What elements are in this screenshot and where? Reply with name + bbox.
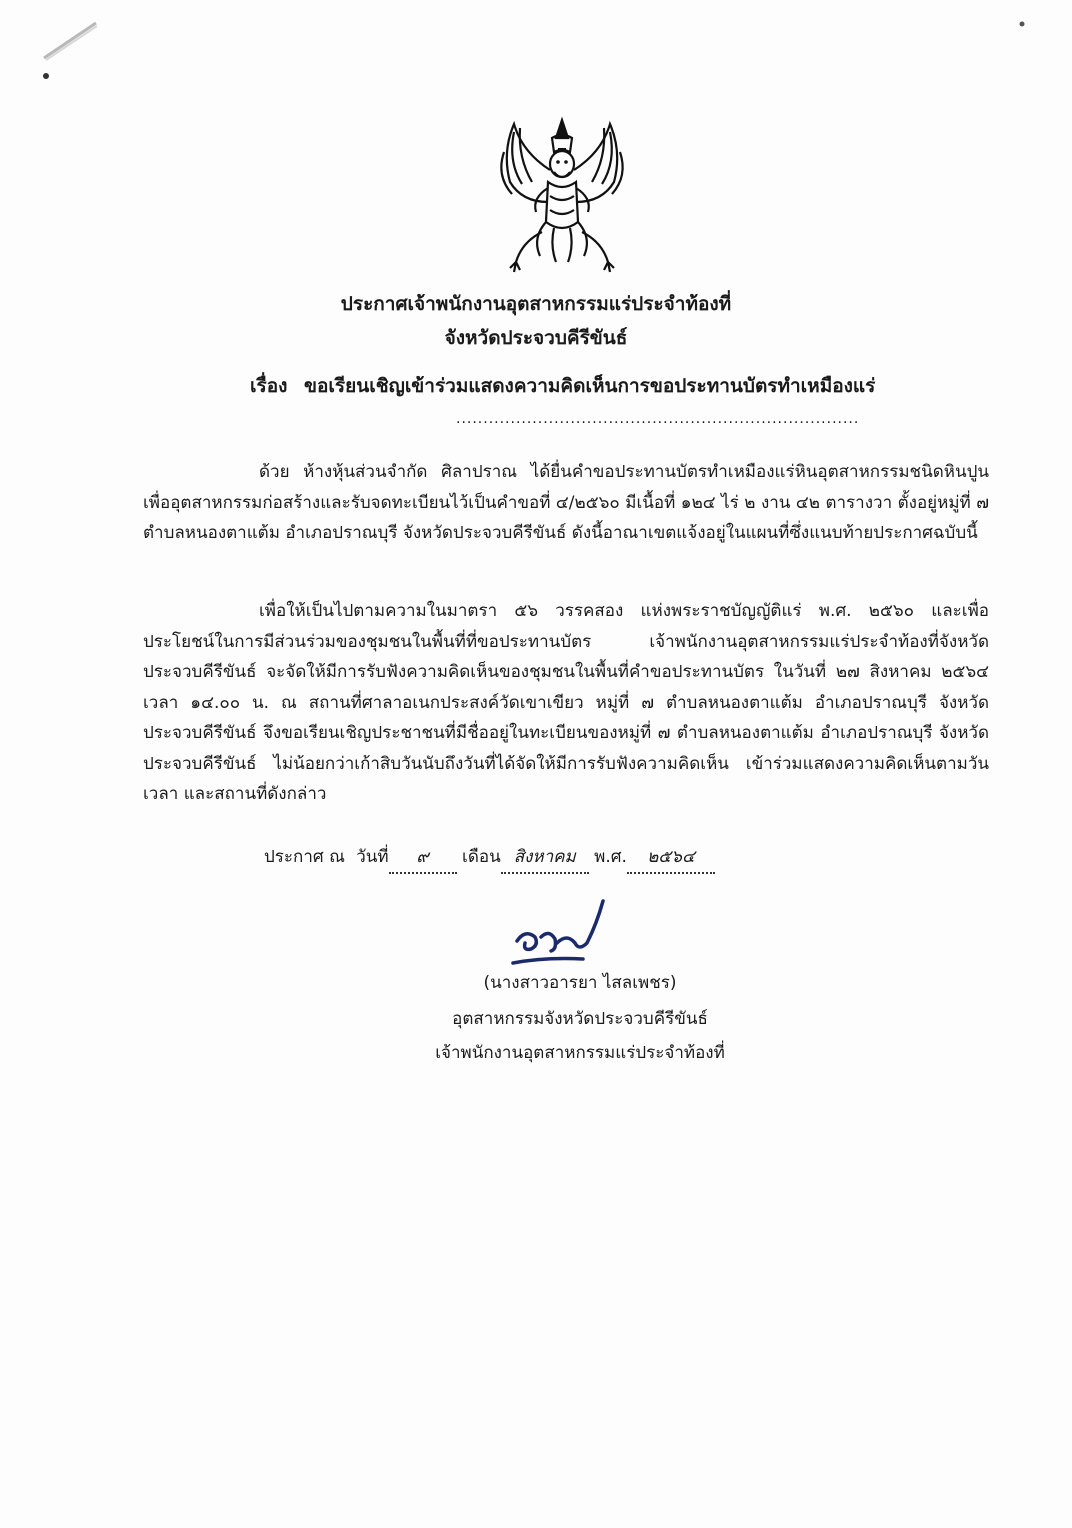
subject-text: ขอเรียนเชิญเข้าร่วมแสดงความคิดเห็นการขอประทานบัตรทำเหมืองแร่ <box>304 375 876 397</box>
dotted-divider: .......................................................................... <box>456 411 860 427</box>
garuda-emblem-icon <box>492 112 632 277</box>
date-prefix: ประกาศ ณ <box>264 847 345 867</box>
body-paragraph-1: ด้วย ห้างหุ้นส่วนจำกัด ศิลาปราณ ได้ยื่นคำขอประทานบัตรทำเหมืองแร่หินอุตสาหกรรมชนิดหินปูนเพื่ออุตสาหกรรมก่อสร้างและรับจดทะเบียนไว้เป็นคำขอที่ ๔/๒๕๖๐ มีเนื้อที่ ๑๒๔ ไร่ ๒ งาน ๔๒ ตารางวา ตั้งอยู่หมู่ที่ ๗ ตำบลหนองตาแต้ม อำเภอปราณบุรี จังหวัดประจวบคีรีขันธ์ ดังนี้อาณาเขตแจ้งอยู่ในแผนที่ซึ่งแนบท้ายประกาศฉบับนี้ <box>143 462 989 543</box>
day-value: ๙ <box>389 842 457 874</box>
document-province: จังหวัดประจวบคีรีขันธ์ <box>444 327 628 349</box>
year-label: พ.ศ. <box>594 847 627 867</box>
signatory-name: (นางสาวอารยา ไสลเพชร) <box>483 973 677 993</box>
subject-label: เรื่อง <box>250 375 288 397</box>
scan-dot <box>1018 20 1026 28</box>
scan-dot <box>42 72 50 80</box>
body-paragraph-2: เพื่อให้เป็นไปตามความในมาตรา ๕๖ วรรคสอง แห่งพระราชบัญญัติแร่ พ.ศ. ๒๕๖๐ และเพื่อประโยชน์ในการมีส่วนร่วมของชุมชนในพื้นที่ที่ขอประทานบัตร เจ้าพนักงานอุตสาหกรรมแร่ประจำท้องที่จังหวัดประจวบคีรีขันธ์ จะจัดให้มีการรับฟังความคิดเห็นของชุมชนในพื้นที่คำขอประทานบัตร ในวันที่ ๒๗ สิงหาคม ๒๕๖๔ เวลา ๑๔.๐๐ น. ณ สถานที่ศาลาอเนกประสงค์วัดเขาเขียว หมู่ที่ ๗ ตำบลหนองตาแต้ม อำเภอปราณบุรี จังหวัดประจวบคีรีขันธ์ จึงขอเรียนเชิญประชาชนที่มีชื่ออยู่ในทะเบียนของหมู่ที่ ๗ ตำบลหนองตาแต้ม อำเภอปราณบุรี จังหวัดประจวบคีรีขันธ์ ไม่น้อยกว่าเก้าสิบวันนับถึงวันที่ได้จัดให้มีการรับฟังความคิดเห็น เข้าร่วมแสดงความคิดเห็นตามวัน เวลา และสถานที่ดังกล่าว <box>143 601 989 804</box>
year-value: ๒๕๖๔ <box>627 842 715 874</box>
subject-line <box>250 372 875 400</box>
month-value: สิงหาคม <box>501 842 589 874</box>
handwritten-signature <box>505 893 615 973</box>
announcement-date <box>264 842 715 874</box>
document-title: ประกาศเจ้าพนักงานอุตสาหกรรมแร่ประจำท้องที่ <box>340 293 732 315</box>
day-label: วันที่ <box>356 847 389 867</box>
signatory-position-1: อุตสาหกรรมจังหวัดประจวบคีรีขันธ์ <box>452 1009 708 1029</box>
month-label: เดือน <box>462 847 501 867</box>
scan-mark <box>40 18 100 63</box>
signatory-position-2: เจ้าพนักงานอุตสาหกรรมแร่ประจำท้องที่ <box>435 1043 725 1063</box>
